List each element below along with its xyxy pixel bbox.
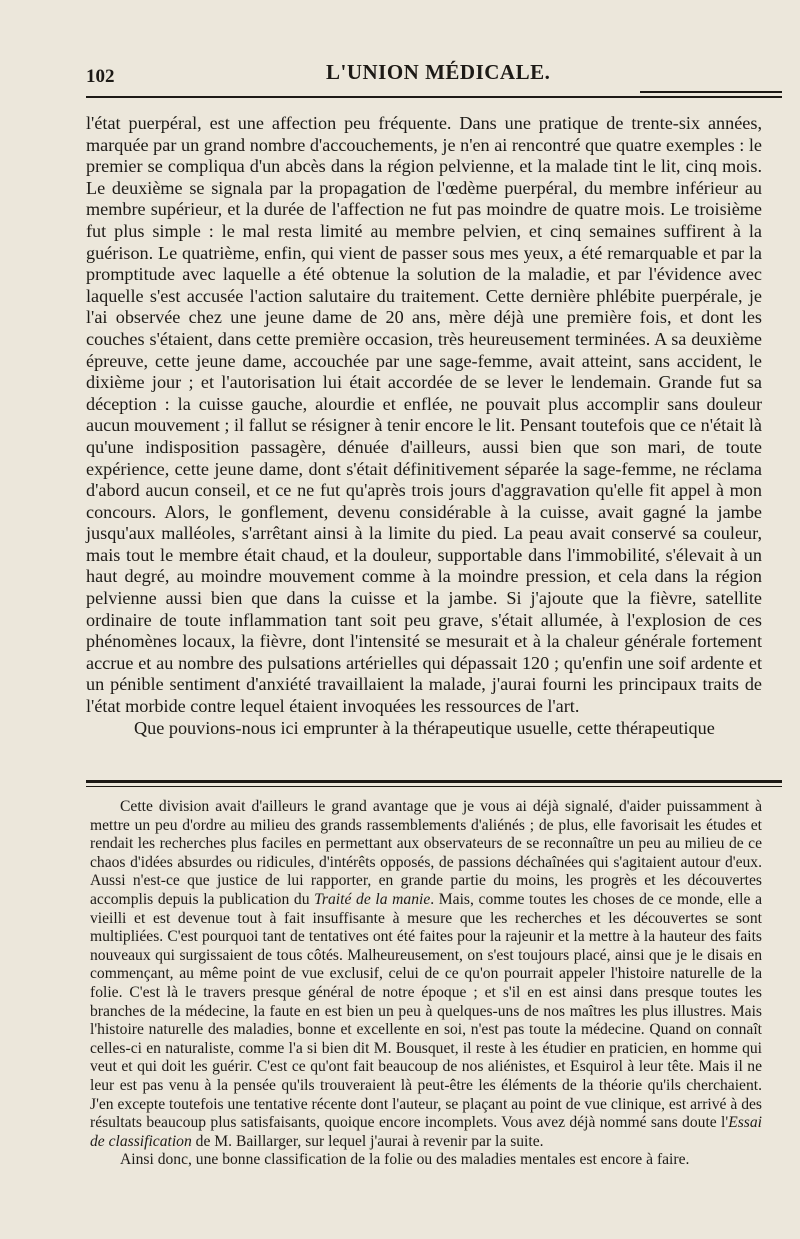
footnote-text-b: . Mais, comme toutes les choses de ce monde, elle a vieilli et est devenue tout à fait insuffisante à mesure que les recherches et les découvertes se sont multipliées. C'est pourquoi tant de tentatives ont été faites pour la rajeunir et la mettre à la hauteur des faits nouveaux qui surgissaient de tous côtés. Malheureusement, on s'est toujours placé, ainsi que je le disais en commençant, au même point de vue exclusif, celui de ce qu'on pourrait appeler l'histoire naturelle de la folie. C'est là le travers presque général de notre époque ; et s'il en est ainsi dans presque toutes les branches de la médecine, la faute en est bien un peu à quelques-uns de nos maîtres les plus illustres. Mais l'histoire naturelle des maladies, bonne et excellente en soi, n'est pas toute la médecine. Quand on connaît celles-ci en naturaliste, comme l'a si bien dit M. Bousquet, il reste à les étudier en praticien, en homme qui veut et qui doit les guérir. C'est ce qu'ont fait beaucoup de nos aliénistes, et Esquirol à leur tête. Mais il ne leur est pas venu à la pensée qu'ils trouveraient là peut-être les éléments de la théorie qu'ils cherchaient. J'en excepte toutefois une tentative récente dont l'auteur, se plaçant au point de vue clinique, est arrivé à des résultats beaucoup plus satisfaisants, quoique encore incomplets. Vous avez déjà nommé sans doute l' [90, 890, 762, 1132]
header-rule [86, 96, 782, 98]
footnote-separator [86, 780, 782, 783]
header-rule-short [640, 91, 782, 93]
page-header [86, 58, 781, 88]
footnote [90, 798, 762, 1170]
book-title-traite: Traité de la manie [314, 890, 431, 908]
footnote-separator-thin [86, 786, 782, 787]
running-head: L'UNION MÉDICALE. [326, 60, 551, 84]
footnote-text-c: de M. Baillarger, sur lequel j'aurai à revenir par la suite. [191, 1132, 544, 1150]
footnote-text-a: Cette division avait d'ailleurs le grand avantage que je vous ai déjà signalé, d'aider puissamment à mettre un peu d'ordre au milieu des grands rassemblements d'aliénés ; de plus, elle favorisait les études et rendait les recherches plus faciles en permettant aux observateurs de se reconnaître un peu au milieu de ce chaos d'idées absurdes ou ridicules, d'intérêts opposés, de passions déchaînées qui s'agitaient autour d'eux. Aussi n'est-ce que justice de lui rapporter, en grande partie du moins, les progrès et les découvertes accomplis depuis la publication du [90, 798, 762, 908]
main-paragraph-2: Que pouvions-nous ici emprunter à la thérapeutique usuelle, cette thérapeutique [134, 717, 715, 738]
book-title-essai: Essai de classification [90, 1114, 762, 1150]
page-number: 102 [86, 66, 115, 87]
footnote-paragraph-1 [90, 798, 762, 1151]
main-paragraph-1: l'état puerpéral, est une affection peu fréquente. Dans une pratique de trente-six années, marquée par un grand nombre d'accouchements, je n'en ai rencontré que quatre exemples : le premier se compliqua d'un abcès dans la région pelvienne, et la malade tint le lit, cinq mois. Le deuxième se signala par la propagation de l'œdème puerpéral, du membre inférieur au membre supérieur, et la durée de l'affection ne fut pas moindre de quatre mois. Le troisième fut plus simple : le mal resta limité au membre pelvien, et cinq semaines suffirent à la guérison. Le quatrième, enfin, qui vient de passer sous mes yeux, a été remarquable et par la promptitude avec laquelle a été obtenue la solution de la maladie, et par l'évidence avec laquelle s'est accusée l'action salutaire du traitement. Cette dernière phlébite puerpérale, je l'ai observée chez une jeune dame de 20 ans, mère déjà une première fois, et dont les couches s'étaient, dans cette première occasion, très heureusement terminées. A sa deuxième épreuve, cette jeune dame, accouchée par une sage-femme, avait atteint, sans accident, le dixième jour ; et l'autorisation lui était accordée de se lever le lendemain. Grande fut sa déception : la cuisse gauche, alourdie et enflée, ne pouvait plus accomplir sans douleur aucun mouvement ; il fallut se résigner à tenir encore le lit. Pensant toutefois que ce n'était là qu'une indisposition passagère, dénuée d'ailleurs, aussi bien que son mari, de toute expérience, cette jeune dame, dont s'était définitivement séparée la sage-femme, ne réclama d'abord aucun conseil, et ce ne fut qu'après trois jours d'aggravation qu'elle fit appel à mon concours. Alors, le gonflement, devenu considérable à la cuisse, avait gagné la jambe jusqu'aux malléoles, s'arrêtant ainsi à la limite du pied. La peau avait conservé sa couleur, mais tout le membre était chaud, et la douleur, supportable dans l'immobilité, s'élevait à un haut degré, au moindre mouvement comme à la moindre pression, et cela dans la région pelvienne aussi bien que dans la cuisse et la jambe. Si j'ajoute que la fièvre, satellite ordinaire de toute inflammation tant soit peu grave, s'était allumée, à l'explosion de ces phénomènes locaux, la fièvre, dont l'intensité se mesurait et à la chaleur générale fortement accrue et au nombre des pulsations artérielles qui dépassait 120 ; qu'enfin une soif ardente et un pénible sentiment d'anxiété travaillaient la malade, j'aurai fourni les principaux traits de l'état morbide contre lequel étaient invoquées les ressources de l'art. [86, 113, 762, 717]
main-text [86, 113, 762, 739]
footnote-paragraph-2: Ainsi donc, une bonne classification de la folie ou des maladies mentales est encore à faire. [120, 1151, 690, 1169]
